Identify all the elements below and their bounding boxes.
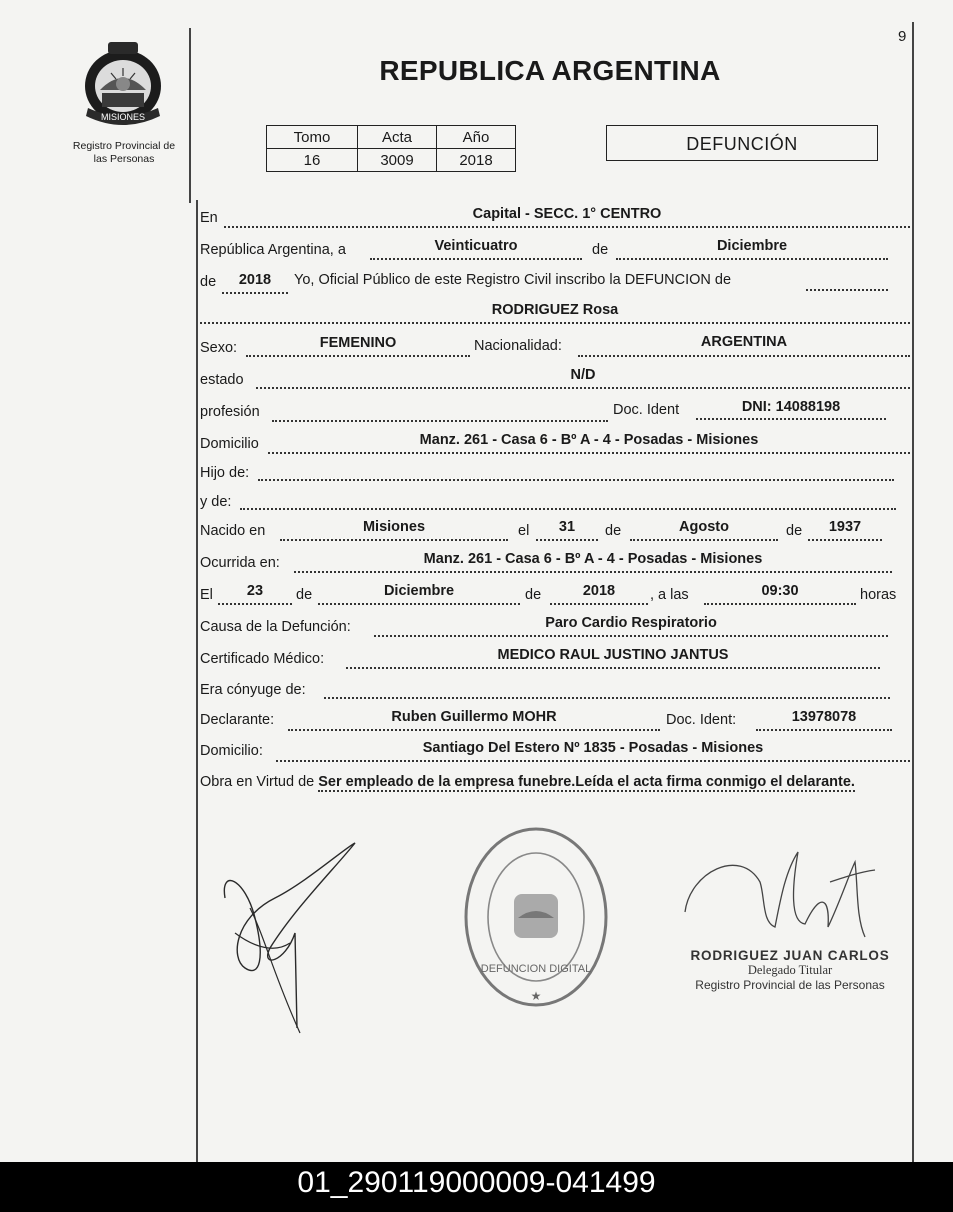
sexo-value: FEMENINO [319, 335, 397, 351]
obra-label: Obra en Virtud de [200, 774, 315, 790]
deceased-name-line [200, 322, 910, 324]
birth-day-line [536, 539, 598, 541]
decl-domicilio-value: Santiago Del Estero Nº 1835 - Posadas - Misiones [422, 740, 764, 756]
death-de2-label: de [525, 587, 542, 603]
death-day-value: 23 [246, 583, 264, 599]
birth-de1-label: de [605, 523, 622, 539]
day-words-line [370, 258, 582, 260]
estado-line [256, 387, 910, 389]
certificado-value: MEDICO RAUL JUSTINO JANTUS [497, 647, 729, 663]
document-title: REPUBLICA ARGENTINA [379, 55, 721, 86]
svg-text:★: ★ [530, 989, 542, 1003]
doc-value: DNI: 14088198 [741, 399, 841, 415]
causa-value: Paro Cardio Respiratorio [545, 615, 717, 631]
nacionalidad-label: Nacionalidad: [474, 338, 562, 354]
decl-doc-label: Doc. Ident: [666, 712, 737, 728]
declarante-line [288, 729, 660, 731]
de-label: de [592, 242, 609, 258]
month-value: Diciembre [716, 238, 788, 254]
ocurrida-label: Ocurrida en: [200, 555, 280, 571]
hijo-label: Hijo de: [200, 465, 250, 481]
decl-doc-value: 13978078 [791, 709, 857, 725]
ocurrida-value: Manz. 261 - Casa 6 - Bº A - 4 - Posadas - Misiones [423, 551, 763, 567]
causa-line [374, 635, 888, 637]
page-number: 9 [898, 28, 907, 45]
month-line [616, 258, 888, 260]
horas-label: horas [860, 587, 897, 603]
profesion-label: profesión [200, 404, 260, 420]
left-margin-line-lower [196, 200, 198, 1162]
stamp-center-text: DEFUNCION DIGITAL [480, 963, 592, 975]
year-prefix-label: de [200, 274, 217, 290]
registry-line-1: Registro Provincial de [72, 140, 176, 152]
death-month-value: Diciembre [383, 583, 455, 599]
ocurrida-line [294, 571, 892, 573]
el-label: el [518, 523, 530, 539]
nacido-label: Nacido en [200, 523, 266, 539]
sexo-label: Sexo: [200, 340, 238, 356]
en-label: En [200, 210, 218, 226]
obra-paragraph [200, 772, 912, 793]
obra-value: Ser empleado de la empresa funebre.Leída el acta firma conmigo el delarante. [318, 774, 855, 790]
nacido-value: Misiones [362, 519, 426, 535]
doc-line [696, 418, 886, 420]
hijo-line [258, 479, 894, 481]
year-value: 2018 [238, 272, 272, 288]
record-type-box: DEFUNCIÓN [606, 125, 878, 161]
death-year-line [550, 603, 648, 605]
registry-line-2: las Personas [93, 153, 155, 165]
conyuge-label: Era cónyuge de: [200, 682, 306, 698]
a-las-label: , a las [650, 587, 689, 603]
y-de-label: y de: [200, 494, 232, 510]
official-signature [680, 842, 880, 952]
certificado-line [346, 667, 880, 669]
death-time-line [704, 603, 856, 605]
anio-value: 2018 [437, 149, 516, 172]
conyuge-line [324, 697, 890, 699]
seal-text-bottom: MISIONES [100, 112, 146, 122]
declarant-signature [215, 838, 375, 1038]
birth-day-value: 31 [558, 519, 576, 535]
registry-name [60, 140, 188, 166]
birth-month-line [630, 539, 778, 541]
republica-label: República Argentina, a [200, 242, 346, 258]
estado-value: N/D [570, 367, 596, 383]
official-name: RODRIGUEZ JUAN CARLOS [690, 948, 890, 963]
acta-value: 3009 [358, 149, 437, 172]
tomo-value: 16 [267, 149, 358, 172]
birth-year-line [808, 539, 882, 541]
deceased-name-value: RODRIGUEZ Rosa [491, 302, 619, 318]
official-stamp [462, 822, 610, 1012]
death-el-label: El [200, 587, 213, 603]
location-value: Capital - SECC. 1° CENTRO [472, 206, 662, 222]
profesion-line [272, 420, 608, 422]
birth-month-value: Agosto [679, 519, 729, 535]
record-table [266, 125, 516, 172]
nacido-line [280, 539, 508, 541]
decl-domicilio-line [276, 760, 910, 762]
y-de-line [240, 508, 896, 510]
nacionalidad-line [578, 355, 910, 357]
official-office: Registro Provincial de las Personas [695, 978, 885, 992]
acta-header: Acta [358, 126, 437, 149]
death-time-value: 09:30 [761, 583, 799, 599]
anio-header: Año [437, 126, 516, 149]
domicilio-label: Domicilio [200, 436, 259, 452]
birth-year-value: 1937 [828, 519, 862, 535]
declarante-value: Ruben Guillermo MOHR [391, 709, 557, 725]
day-words-value: Veinticuatro [434, 238, 518, 254]
statement-line [806, 289, 888, 291]
statement-text: Yo, Oficial Público de este Registro Civil inscribo la DEFUNCION de [294, 272, 732, 288]
year-line [222, 292, 288, 294]
location-line [224, 226, 910, 228]
domicilio-value: Manz. 261 - Casa 6 - Bº A - 4 - Posadas - Misiones [419, 432, 759, 448]
province-seal-logo [78, 38, 168, 130]
declarante-label: Declarante: [200, 712, 275, 728]
left-margin-line [189, 28, 191, 203]
sexo-line [246, 355, 470, 357]
certificado-label: Certificado Médico: [200, 651, 325, 667]
official-role: Delegado Titular [747, 963, 833, 977]
death-month-line [318, 603, 520, 605]
official-block [660, 948, 920, 992]
doc-label: Doc. Ident [613, 402, 680, 418]
death-day-line [218, 603, 292, 605]
death-year-value: 2018 [582, 583, 616, 599]
nacionalidad-value: ARGENTINA [700, 334, 788, 350]
death-de1-label: de [296, 587, 313, 603]
decl-domicilio-label: Domicilio: [200, 743, 263, 759]
estado-label: estado [200, 372, 244, 388]
domicilio-line [268, 452, 910, 454]
tomo-header: Tomo [267, 126, 358, 149]
causa-label: Causa de la Defunción: [200, 619, 351, 635]
birth-de2-label: de [786, 523, 803, 539]
decl-doc-line [756, 729, 892, 731]
document-id-footer: 01_290119000009-041499 [0, 1162, 953, 1212]
